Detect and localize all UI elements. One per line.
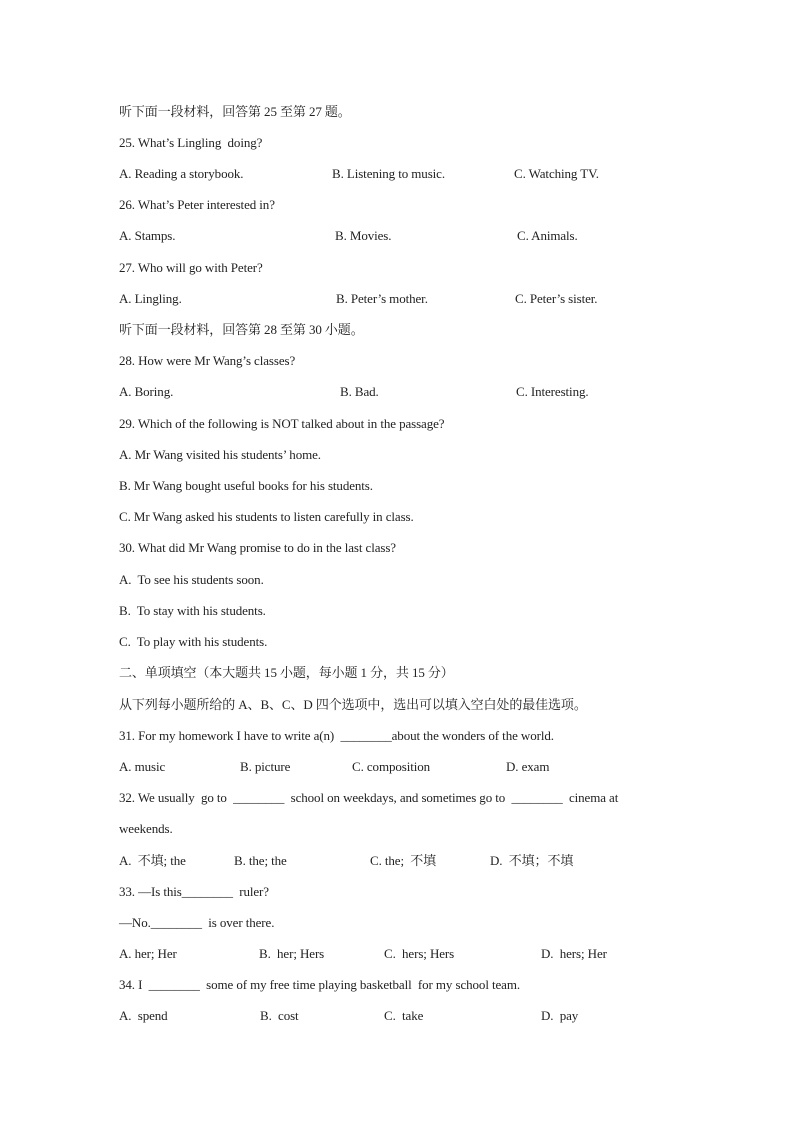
q25-option-b: B. Listening to music. — [332, 166, 445, 181]
q32-option-a: A. 不填; the — [119, 853, 186, 868]
question-33-reply: —No.________ is over there. — [119, 915, 275, 930]
q33-option-d: D. hers; Her — [541, 946, 607, 961]
q28-option-a: A. Boring. — [119, 384, 174, 399]
q30-option-a: A. To see his students soon. — [119, 572, 264, 587]
q31-option-d: D. exam — [506, 759, 550, 774]
question-25: 25. What’s Lingling doing? — [119, 135, 263, 150]
question-27: 27. Who will go with Peter? — [119, 260, 263, 275]
q32-option-b: B. the; the — [234, 853, 287, 868]
question-31: 31. For my homework I have to write a(n) ________about the wonders of the world. — [119, 728, 554, 743]
question-34: 34. I ________ some of my free time playing basketball for my school team. — [119, 977, 520, 992]
section-title: 二、单项填空（本大题共 15 小题，每小题 1 分，共 15 分） — [119, 665, 454, 680]
q30-option-c: C. To play with his students. — [119, 634, 268, 649]
question-30: 30. What did Mr Wang promise to do in the last class? — [119, 540, 396, 555]
q33-option-b: B. her; Hers — [259, 946, 325, 961]
q34-option-d: D. pay — [541, 1008, 579, 1023]
q34-option-c: C. take — [384, 1008, 424, 1023]
q32-option-c: C. the; 不填 — [370, 853, 437, 868]
q28-option-c: C. Interesting. — [516, 384, 589, 399]
question-26: 26. What’s Peter interested in? — [119, 197, 275, 212]
q26-option-b: B. Movies. — [335, 228, 392, 243]
q29-option-a: A. Mr Wang visited his students’ home. — [119, 447, 321, 462]
q26-option-a: A. Stamps. — [119, 228, 176, 243]
section-heading: 听下面一段材料，回答第 28 至第 30 小题。 — [119, 322, 364, 337]
q30-option-b: B. To stay with his students. — [119, 603, 266, 618]
q26-option-c: C. Animals. — [517, 228, 578, 243]
section-heading: 听下面一段材料，回答第 25 至第 27 题。 — [119, 104, 351, 119]
question-33: 33. —Is this________ ruler? — [119, 884, 269, 899]
question-32-continued: weekends. — [119, 821, 173, 836]
q28-option-b: B. Bad. — [340, 384, 379, 399]
q27-option-b: B. Peter’s mother. — [336, 291, 428, 306]
q31-option-a: A. music — [119, 759, 166, 774]
q27-option-a: A. Lingling. — [119, 291, 182, 306]
q34-option-a: A. spend — [119, 1008, 168, 1023]
section-instructions: 从下列每小题所给的 A、B、C、D 四个选项中，选出可以填入空白处的最佳选项。 — [119, 697, 587, 712]
q27-option-c: C. Peter’s sister. — [515, 291, 598, 306]
q29-option-b: B. Mr Wang bought useful books for his students. — [119, 478, 373, 493]
q31-option-c: C. composition — [352, 759, 431, 774]
q29-option-c: C. Mr Wang asked his students to listen carefully in class. — [119, 509, 414, 524]
q31-option-b: B. picture — [240, 759, 291, 774]
question-28: 28. How were Mr Wang’s classes? — [119, 353, 296, 368]
q32-option-d: D. 不填；不填 — [490, 853, 574, 868]
question-29: 29. Which of the following is NOT talked about in the passage? — [119, 416, 445, 431]
question-32: 32. We usually go to ________ school on weekdays, and sometimes go to ________ cinema at — [119, 790, 619, 805]
q25-option-c: C. Watching TV. — [514, 166, 599, 181]
q33-option-a: A. her; Her — [119, 946, 177, 961]
q34-option-b: B. cost — [260, 1008, 299, 1023]
q25-option-a: A. Reading a storybook. — [119, 166, 244, 181]
q33-option-c: C. hers; Hers — [384, 946, 455, 961]
